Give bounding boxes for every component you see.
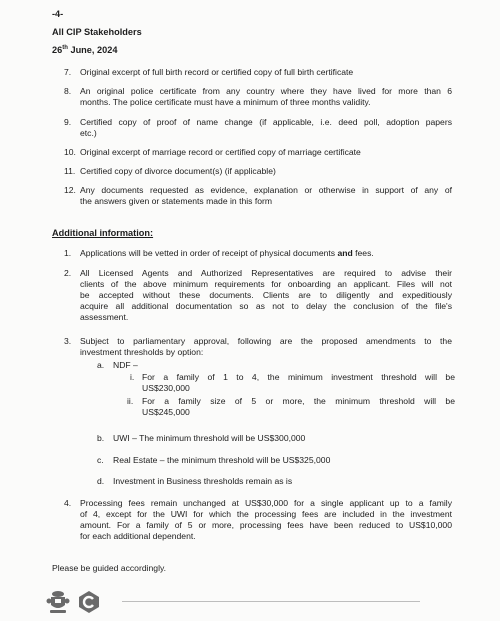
text-part: Applications will be vetted in order of receipt of physical documents (80, 248, 338, 258)
text-part: fees. (352, 248, 374, 258)
list-text-line: etc.) (80, 128, 97, 138)
list-number: 9. (64, 117, 72, 127)
sub-item-a-i (130, 372, 455, 396)
sub-label: b. (97, 433, 105, 443)
list-text-line: be accepted without these documents. Clients are to diligently and expeditiously (80, 290, 452, 300)
list-text-line: acquire all additional documentation so as not to delay the conclusion of the file's (80, 301, 452, 311)
list-text: Original excerpt of full birth record or certified copy of full birth certificate (80, 67, 354, 77)
sub-text (142, 396, 455, 418)
list-text-line: for each additional dependent. (80, 531, 196, 541)
sub-item-c (97, 455, 331, 466)
list-text (80, 248, 452, 259)
sub-text: Investment in Business thresholds remain as is (113, 476, 293, 486)
list-item (64, 86, 454, 110)
sub-text: NDF – (113, 360, 138, 370)
list-number: 7. (64, 67, 72, 77)
list-item (64, 185, 454, 209)
info-item-2 (64, 268, 454, 328)
sub-label: d. (97, 476, 105, 486)
list-text-line: amount. For a family of 5 or more, processing fees have been reduced to US$10,000 (80, 520, 452, 530)
sub-label: c. (97, 455, 104, 465)
bold-text: and (337, 248, 353, 258)
list-text-line: An original police certificate from any country where they have lived for more than 6 (80, 86, 452, 96)
sub-item-d (97, 476, 293, 487)
roman-label: ii. (127, 396, 134, 406)
sub-text: UWI – The minimum threshold will be US$300,000 (113, 433, 306, 443)
list-text-line: US$245,000 (142, 407, 190, 417)
list-text-line: assessment. (80, 312, 129, 322)
list-text (80, 86, 452, 108)
date-suffix: th (62, 45, 68, 51)
list-number: 10. (64, 147, 76, 157)
page-number: -4- (52, 9, 64, 19)
date-day: 26 (52, 45, 63, 56)
addressee: All CIP Stakeholders (52, 27, 142, 37)
list-text (80, 498, 452, 542)
sub-label: a. (97, 360, 105, 370)
list-number: 8. (64, 86, 72, 96)
sub-text (142, 372, 455, 394)
sub-item-a (97, 360, 138, 371)
list-text-line: Subject to parliamentary approval, following are the proposed amendments to the (80, 336, 452, 346)
list-text-line: Certified copy of proof of name change (if applicable, i.e. deed poll, adoption papers (80, 117, 452, 127)
footer-logos (46, 588, 126, 616)
list-text-line: of 4, except for the UWI for which the processing fees are included in the investment (80, 509, 452, 519)
list-text-line: the answers given or statements made in this form (80, 196, 273, 206)
list-text (80, 336, 452, 358)
list-text-line: investment thresholds by option: (80, 347, 204, 357)
list-text-line: months. The police certificate must have a minimum of three months validity. (80, 97, 371, 107)
list-text-line: For a family of 1 to 4, the minimum investment threshold will be (142, 372, 455, 382)
letter-date (52, 42, 117, 56)
list-number: 11. (64, 166, 76, 176)
list-text: Original excerpt of marriage record or certified copy of marriage certificate (80, 147, 361, 157)
info-item-4 (64, 498, 454, 546)
list-text-line: For a family size of 5 or more, the minimum threshold will be (142, 396, 455, 406)
list-number: 1. (64, 248, 72, 258)
list-text (80, 185, 452, 207)
list-number: 3. (64, 336, 72, 346)
section-title: Additional information: (52, 228, 154, 238)
sub-text: Real Estate – the minimum threshold will be US$325,000 (113, 455, 331, 465)
list-text-line: Any documents requested as evidence, explanation or otherwise in support of any of (80, 185, 452, 195)
info-item-3 (64, 336, 454, 360)
list-text-line: clients of the above minimum requirements for onboarding an applicant. Files will not (80, 279, 452, 289)
roman-label: i. (130, 372, 135, 382)
list-text-line: Processing fees remain unchanged at US$30,000 for a single applicant up to a family (80, 498, 452, 508)
list-number: 4. (64, 498, 72, 508)
list-item (64, 117, 454, 141)
list-text: Certified copy of divorce document(s) (if applicable) (80, 166, 276, 176)
list-text-line: US$230,000 (142, 383, 190, 393)
date-rest: June, 2024 (67, 45, 118, 56)
sub-item-b (97, 433, 306, 444)
closing-line: Please be guided accordingly. (52, 563, 167, 573)
list-text (80, 117, 452, 139)
sub-item-a-ii (127, 396, 455, 420)
list-number: 12. (64, 185, 76, 195)
list-text (80, 268, 452, 323)
list-text-line: All Licensed Agents and Authorized Representatives are required to advise their (80, 268, 452, 278)
footer-divider (122, 601, 420, 602)
list-number: 2. (64, 268, 72, 278)
cip-logo-icon (76, 589, 102, 615)
